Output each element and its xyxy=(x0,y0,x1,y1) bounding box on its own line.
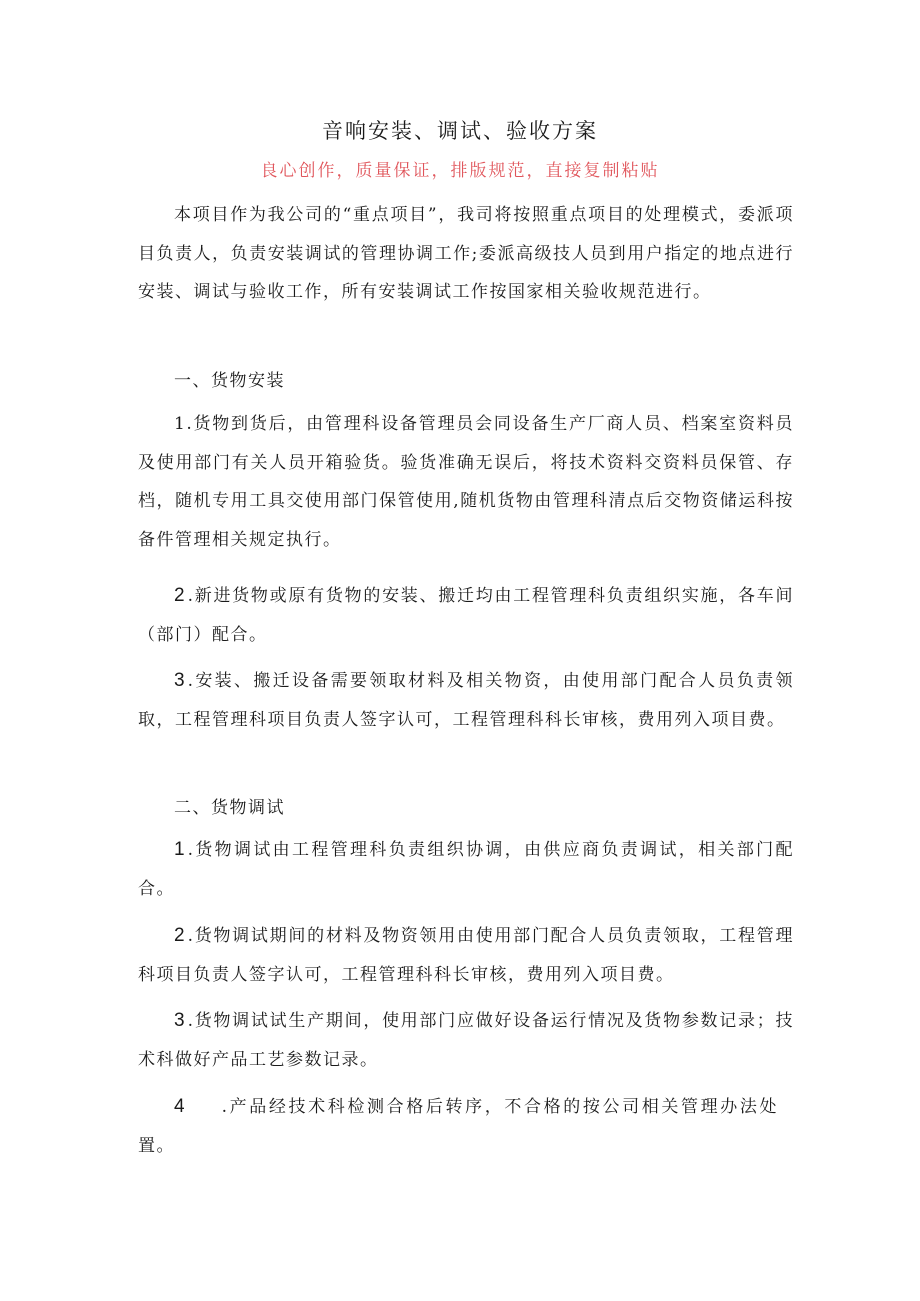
item-text: .安装、搬迁设备需要领取材料及相关物资，由使用部门配合人员负责领取，工程管理科项目负责人签字认可，工程管理科科长审核，费用列入项目费。 xyxy=(138,671,794,730)
item-text: .货物调试试生产期间，使用部门应做好设备运行情况及货物参数记录；技术科做好产品工艺参数记录。 xyxy=(138,1011,794,1070)
debugging-item-2 xyxy=(138,917,794,994)
item-number: 3 xyxy=(174,670,188,691)
item-number: 2 xyxy=(174,585,188,606)
section-heading-debugging: 二、货物调试 xyxy=(174,798,285,818)
document-subtitle: 良心创作，质量保证，排版规范，直接复制粘贴 xyxy=(260,161,660,181)
section-heading-installation: 一、货物安装 xyxy=(174,371,285,391)
item-number: 4 xyxy=(174,1096,188,1117)
item-text: .货物调试期间的材料及物资领用由使用部门配合人员负责领取，工程管理科项目负责人签字认可，工程管理科科长审核，费用列入项目费。 xyxy=(138,926,794,985)
installation-item-2 xyxy=(138,577,794,654)
item-number: 3 xyxy=(174,1010,188,1031)
item-text: .新进货物或原有货物的安装、搬迁均由工程管理科负责组织实施，各车间（部门）配合。 xyxy=(138,586,794,645)
document-title: 音响安装、调试、验收方案 xyxy=(322,119,598,143)
installation-item-3 xyxy=(138,662,794,739)
debugging-item-1 xyxy=(138,831,794,908)
item-text: .产品经技术科检测合格后转序，不合格的按公司相关管理办法处置。 xyxy=(138,1097,778,1156)
debugging-item-4 xyxy=(138,1088,778,1165)
intro-paragraph: 本项目作为我公司的“重点项目”，我司将按照重点项目的处理模式，委派项目负责人，负责安装调试的管理协调工作;委派高级技人员到用户指定的地点进行安装、调试与验收工作，所有安装调试工作按国家相关验收规范进行。 xyxy=(138,205,794,302)
item-number: 1. xyxy=(174,414,194,434)
debugging-item-3 xyxy=(138,1002,794,1079)
installation-item-1 xyxy=(138,405,794,559)
item-number: 2 xyxy=(174,925,188,946)
item-text: .货物调试由工程管理科负责组织协调，由供应商负责调试，相关部门配合。 xyxy=(138,840,794,899)
item-text: 货物到货后，由管理科设备管理员会同设备生产厂商人员、档案室资料员及使用部门有关人员开箱验货。验货准确无误后，将技术资料交资料员保管、存档，随机专用工具交使用部门保管使用,随机货物由管理科清点后交物资储运科按备件管理相关规定执行。 xyxy=(138,414,794,550)
item-number: 1 xyxy=(174,839,188,860)
